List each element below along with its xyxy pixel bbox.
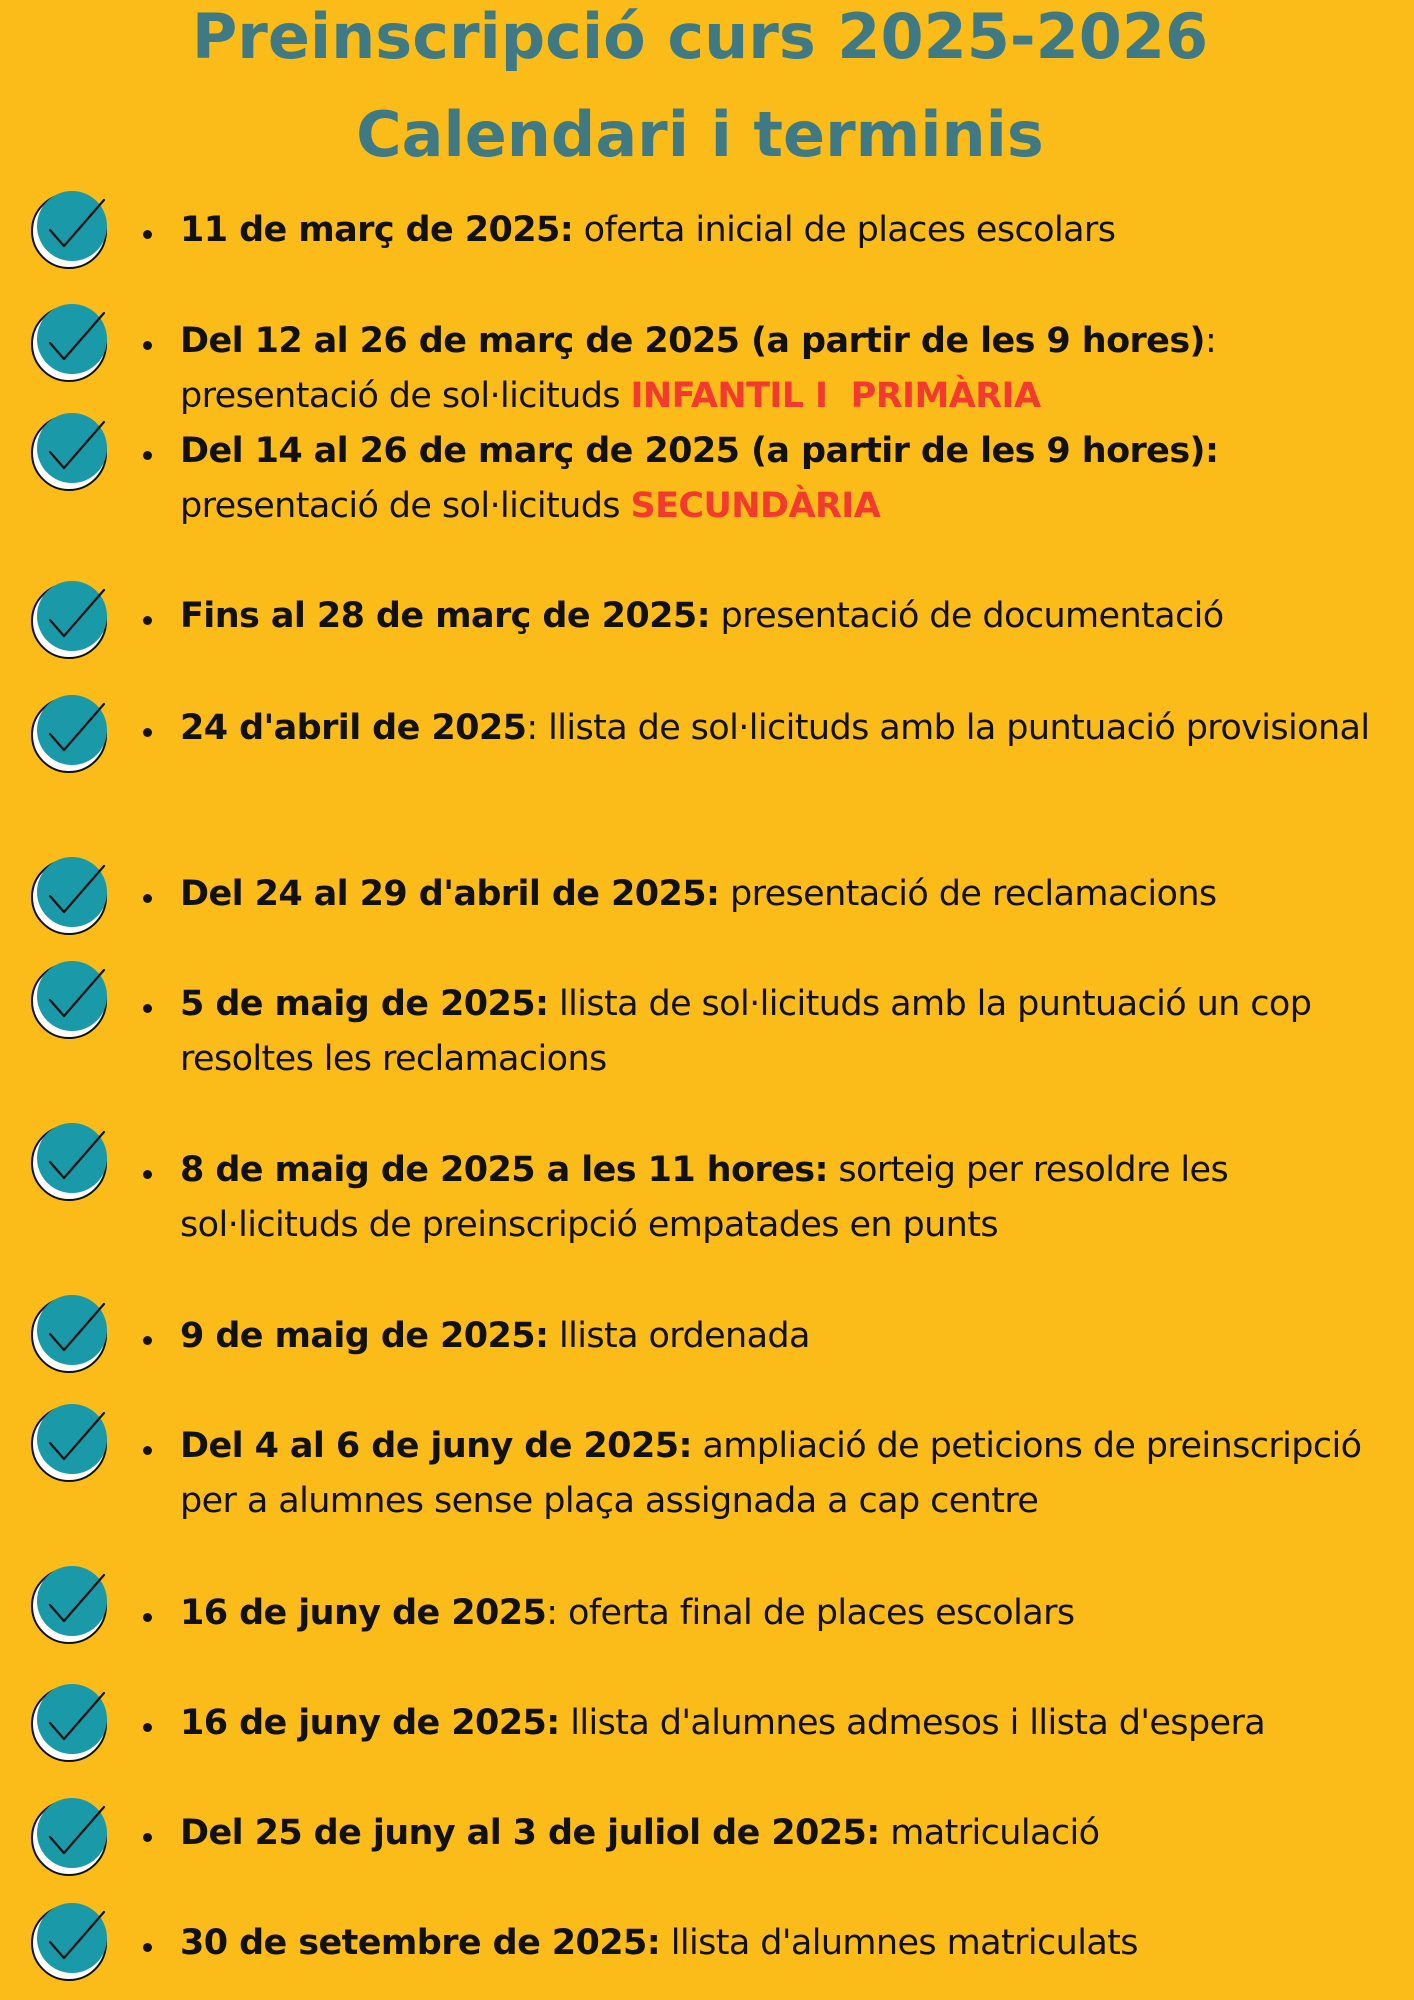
item-date: 9 de maig de 2025: — [180, 1316, 549, 1356]
item-date: 24 d'abril de 2025 — [180, 708, 527, 748]
check-circle-icon — [30, 1401, 112, 1483]
item-text — [180, 867, 1412, 922]
bullet-dot — [143, 1723, 152, 1732]
item-text — [180, 1586, 1412, 1641]
check-circle-icon — [30, 1120, 112, 1202]
item-date: 16 de juny de 2025: — [180, 1703, 560, 1743]
item-description: presentació de documentació — [709, 596, 1224, 636]
bullet-dot — [143, 728, 152, 737]
check-circle-icon — [30, 1563, 112, 1645]
item-description: presentació de sol·licituds — [180, 486, 631, 526]
check-circle-icon — [30, 692, 112, 774]
bullet-dot — [143, 1833, 152, 1842]
item-date: Fins al 28 de març de 2025: — [180, 596, 710, 636]
check-circle-icon — [30, 188, 112, 270]
page-title — [0, 0, 1414, 175]
bullet-dot — [143, 1613, 152, 1622]
item-description: llista de sol·licituds amb la puntuació un cop resoltes les reclamacions — [180, 984, 1312, 1079]
check-circle-icon — [30, 854, 112, 936]
item-date: 16 de juny de 2025 — [180, 1593, 547, 1633]
item-description: ampliació de peticions de preinscripció per a alumnes sense plaça assignada a cap centre — [180, 1426, 1362, 1521]
bullet-dot — [143, 1336, 152, 1345]
item-description: llista d'alumnes admesos i llista d'espera — [559, 1703, 1266, 1743]
check-circle-icon — [30, 410, 112, 492]
item-text — [180, 314, 1412, 424]
bullet-dot — [143, 1446, 152, 1455]
bullet-dot — [143, 616, 152, 625]
item-text — [180, 1806, 1412, 1861]
item-text — [180, 1309, 1412, 1364]
item-date: Del 14 al 26 de març de 2025 (a partir de les 9 hores): — [180, 431, 1219, 471]
item-text — [180, 1916, 1412, 1971]
check-circle-icon — [30, 958, 112, 1040]
bullet-dot — [143, 1170, 152, 1179]
bullet-dot — [143, 341, 152, 350]
title-line-2: Calendari i terminis — [356, 98, 1044, 171]
bullet-dot — [143, 894, 152, 903]
item-text — [180, 1419, 1412, 1529]
item-date: Del 24 al 29 d'abril de 2025: — [180, 874, 720, 914]
item-date: Del 12 al 26 de març de 2025 (a partir de les 9 hores) — [180, 321, 1205, 361]
item-description: presentació de reclamacions — [719, 874, 1217, 914]
item-text — [180, 1696, 1412, 1751]
item-description: : llista de sol·licituds amb la puntuació provisional — [526, 708, 1370, 748]
item-description: sorteig per resoldre les sol·licituds de preinscripció empatades en punts — [180, 1150, 1229, 1245]
check-circle-icon — [30, 1900, 112, 1982]
item-date: Del 25 de juny al 3 de juliol de 2025: — [180, 1813, 880, 1853]
item-date: 5 de maig de 2025: — [180, 984, 549, 1024]
item-description: : oferta final de places escolars — [546, 1593, 1075, 1633]
item-date: 30 de setembre de 2025: — [180, 1923, 661, 1963]
item-date: 8 de maig de 2025 a les 11 hores: — [180, 1150, 828, 1190]
item-highlight: INFANTIL I PRIMÀRIA — [630, 376, 1041, 416]
item-description: llista d'alumnes matriculats — [660, 1923, 1138, 1963]
bullet-dot — [143, 230, 152, 239]
item-description: : presentació de sol·licituds — [180, 321, 1217, 416]
title-line-1: Preinscripció curs 2025-2026 — [191, 0, 1209, 73]
check-circle-icon — [30, 1292, 112, 1374]
bullet-dot — [143, 1004, 152, 1013]
item-date: Del 4 al 6 de juny de 2025: — [180, 1426, 692, 1466]
item-text — [180, 203, 1412, 258]
check-circle-icon — [30, 578, 112, 660]
item-text — [180, 424, 1412, 534]
item-date: 11 de març de 2025: — [180, 210, 574, 250]
item-text — [180, 701, 1412, 756]
item-description: matriculació — [879, 1813, 1100, 1853]
check-circle-icon — [30, 1795, 112, 1877]
item-description: llista ordenada — [548, 1316, 810, 1356]
check-circle-icon — [30, 301, 112, 383]
item-highlight: SECUNDÀRIA — [630, 486, 881, 526]
item-text — [180, 1143, 1412, 1253]
bullet-dot — [143, 1943, 152, 1952]
item-description: oferta inicial de places escolars — [573, 210, 1116, 250]
item-text — [180, 977, 1412, 1087]
check-circle-icon — [30, 1681, 112, 1763]
bullet-dot — [143, 451, 152, 460]
item-text — [180, 589, 1412, 644]
